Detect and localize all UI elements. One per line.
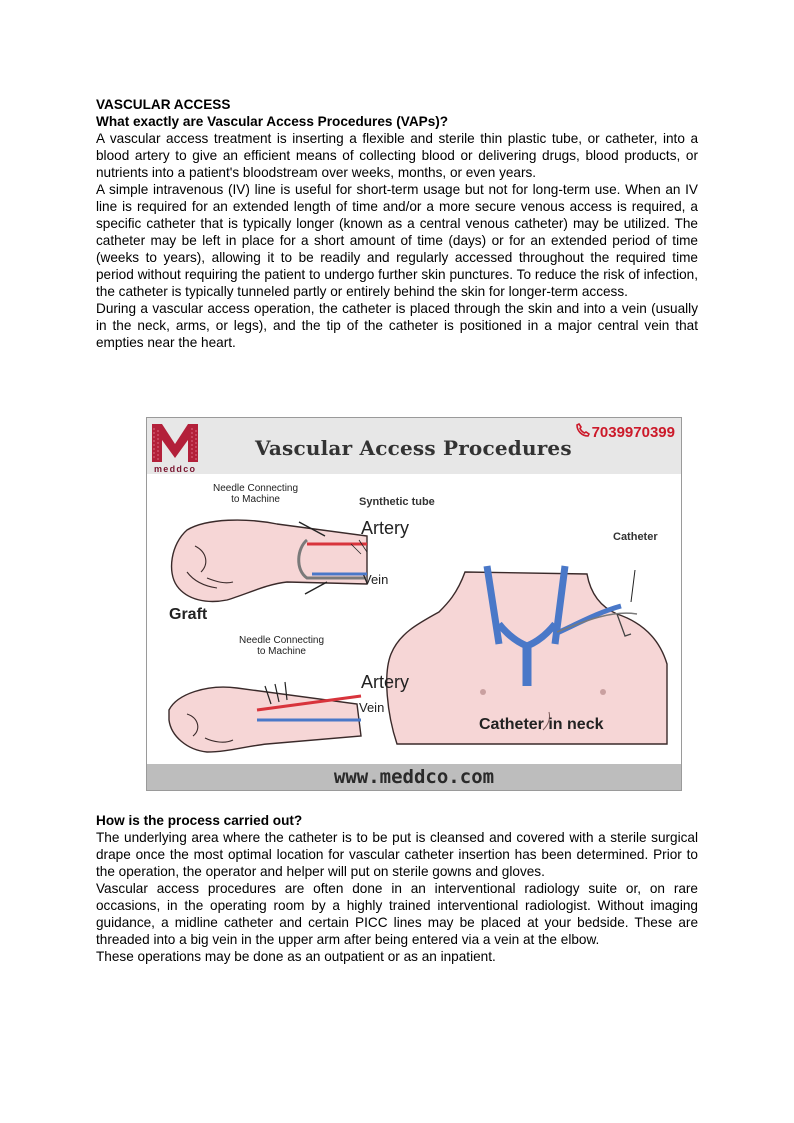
document-top <box>96 96 698 351</box>
graft-needle-label: Needle Connecting to Machine <box>213 483 299 505</box>
meddco-logo <box>150 422 200 472</box>
graft-caption: Graft <box>169 606 208 623</box>
neck-caption: Catheter in neck <box>479 716 604 733</box>
question-heading-2: How is the process carried out? <box>96 813 303 828</box>
section-title: VASCULAR ACCESS <box>96 97 231 112</box>
paragraph-2: A simple intravenous (IV) line is useful for short-term usage but not for long-term use. When an IV line is required for an extended length of time and/or a more secure venous access is required, a specific catheter that is typically longer (known as a central venous catheter) may be utilized. The catheter may be left in place for a short amount of time (days) or for an extended period of time (weeks to years), allowing it to be readily and regularly accessed throughout the required time period without requiring the patient to undergo further skin punctures. To reduce the risk of infection, the catheter is typically tunneled partly or entirely behind the skin for longer-term access. <box>96 182 698 299</box>
phone-icon <box>576 423 590 441</box>
phone-text: 7039970399 <box>591 424 675 441</box>
fistula-needle-label: Needle Connecting to Machine <box>239 635 325 657</box>
question-heading-1: What exactly are Vascular Access Procedures (VAPs)? <box>96 114 449 129</box>
logo-m-mark <box>150 422 200 466</box>
graft-artery-label: Artery <box>361 518 410 538</box>
paragraph-3: During a vascular access operation, the catheter is placed through the skin and into a vein (usually in the neck, arms, or legs), and the tip of the catheter is positioned in a major central vein that empties near the heart. <box>96 301 698 350</box>
graft-arm-illustration <box>172 520 367 601</box>
figure-title: Vascular Access Procedures <box>255 436 572 460</box>
phone-number[interactable] <box>576 423 675 441</box>
fistula-vein-label: Vein <box>359 700 385 715</box>
website-url[interactable]: www.meddco.com <box>333 766 495 788</box>
paragraph-5: Vascular access procedures are often done in an interventional radiology suite or, on rare occasions, in the operating room by a highly trained interventional radiologist. Without imaging guidance, a midline catheter and certain PICC lines may be placed at your bedside. These are threaded into a big vein in the upper arm after being entered via a vein at the elbow. <box>96 881 698 947</box>
vascular-access-figure <box>146 417 682 791</box>
fistula-arm-illustration <box>169 682 361 752</box>
paragraph-6: These operations may be done as an outpatient or as an inpatient. <box>96 949 496 964</box>
paragraph-1: A vascular access treatment is inserting a flexible and sterile thin plastic tube, or catheter, into a blood artery to give an efficient means of collecting blood or delivering drugs, blood products, or nutrients into a patient's bloodstream over weeks, months, or even years. <box>96 131 698 180</box>
fistula-artery-label: Artery <box>361 672 410 692</box>
synthetic-tube-label: Synthetic tube <box>359 496 435 508</box>
catheter-label: Catheter <box>613 531 658 543</box>
logo-text: meddco <box>154 464 197 474</box>
graft-vein-label: Vein <box>363 572 389 587</box>
paragraph-4: The underlying area where the catheter is to be put is cleansed and covered with a sterile surgical drape once the most optimal location for vascular catheter insertion has been determined. Prior to the operation, the operator and helper will put on sterile gowns and gloves. <box>96 830 698 879</box>
document-bottom <box>96 812 698 965</box>
